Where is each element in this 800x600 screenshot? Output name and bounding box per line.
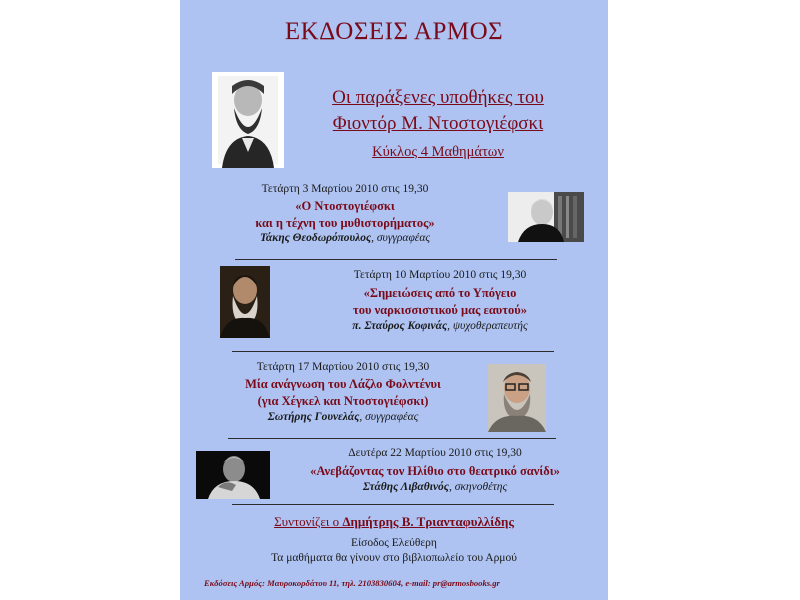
lecture-speaker bbox=[220, 232, 470, 244]
speaker-role: , συγγραφέας bbox=[359, 411, 419, 423]
speaker-name: Σωτήρης Γουνελάς bbox=[267, 411, 360, 423]
speaker-photo bbox=[488, 364, 546, 432]
lecture-title-line: «Ο Ντοστογιέφσκι bbox=[295, 199, 395, 213]
lecture-title-line: «Ανεβάζοντας τον Ηλίθιο στο θεατρικό σανίδι» bbox=[310, 464, 560, 478]
cycle-label: Κύκλος 4 Μαθημάτων bbox=[372, 144, 504, 160]
coordinator-name: Δημήτρης Β. Τριανταφυλλίδης bbox=[342, 514, 514, 529]
footer-contact: Εκδόσεις Αρμός: Μαυροκορδάτου 11, τηλ. 2103830604, e-mail: pr@armosbooks.gr bbox=[204, 578, 500, 588]
speaker-name: Τάκης Θεοδωρόπουλος bbox=[259, 232, 372, 244]
series-title-line2: Φιοντόρ Μ. Ντοστογιέφσκι bbox=[332, 113, 544, 134]
lecture-speaker bbox=[295, 320, 585, 332]
speaker-role: , ψυχοθεραπευτής bbox=[447, 320, 528, 332]
lecture-date: Τετάρτη 3 Μαρτίου 2010 στις 19,30 bbox=[261, 183, 429, 195]
lecture-title-line: (για Χέγκελ και Ντοστογιέφσκι) bbox=[257, 394, 429, 408]
divider bbox=[228, 438, 556, 439]
divider bbox=[232, 351, 554, 352]
publisher-title: ΕΚΔΟΣΕΙΣ ΑΡΜΟΣ bbox=[284, 18, 504, 45]
lecture-title-line: και η τέχνη του μυθιστορήματος» bbox=[255, 216, 435, 230]
divider bbox=[232, 504, 554, 505]
speaker-role: , συγγραφέας bbox=[371, 232, 431, 244]
lecture-speaker bbox=[275, 481, 595, 493]
series-title-line1: Οι παράξενες υποθήκες του bbox=[332, 87, 544, 108]
lecture-title-line: «Σημειώσεις από το Υπόγειο bbox=[363, 286, 517, 300]
entrance-note: Είσοδος Ελεύθερη bbox=[351, 537, 437, 549]
coordinator-prefix: Συντονίζει ο bbox=[274, 514, 343, 529]
speaker-name: π. Σταύρος Κοφινάς bbox=[352, 320, 448, 332]
dostoevsky-portrait bbox=[212, 72, 284, 168]
speaker-photo bbox=[220, 266, 270, 338]
venue-note: Τα μαθήματα θα γίνουν στο βιβλιοπωλείο του Αρμού bbox=[271, 552, 517, 564]
event-poster bbox=[180, 0, 608, 600]
speaker-role: , σκηνοθέτης bbox=[448, 481, 508, 493]
lecture-date: Δευτέρα 22 Μαρτίου 2010 στις 19,30 bbox=[348, 447, 522, 459]
speaker-photo bbox=[196, 451, 270, 499]
lecture-date: Τετάρτη 10 Μαρτίου 2010 στις 19,30 bbox=[353, 269, 527, 281]
speaker-photo bbox=[508, 192, 584, 242]
lecture-title-line: του ναρκισσιστικού μας εαυτού» bbox=[352, 303, 528, 317]
speaker-name: Στάθης Λιβαθινός bbox=[362, 481, 449, 493]
lecture-title-line: Μία ανάγνωση του Λάζλο Φολντένυι bbox=[245, 377, 441, 391]
divider bbox=[235, 259, 557, 260]
lecture-speaker bbox=[208, 411, 478, 423]
lecture-date: Τετάρτη 17 Μαρτίου 2010 στις 19,30 bbox=[256, 361, 430, 373]
coordinator-line bbox=[180, 514, 608, 530]
